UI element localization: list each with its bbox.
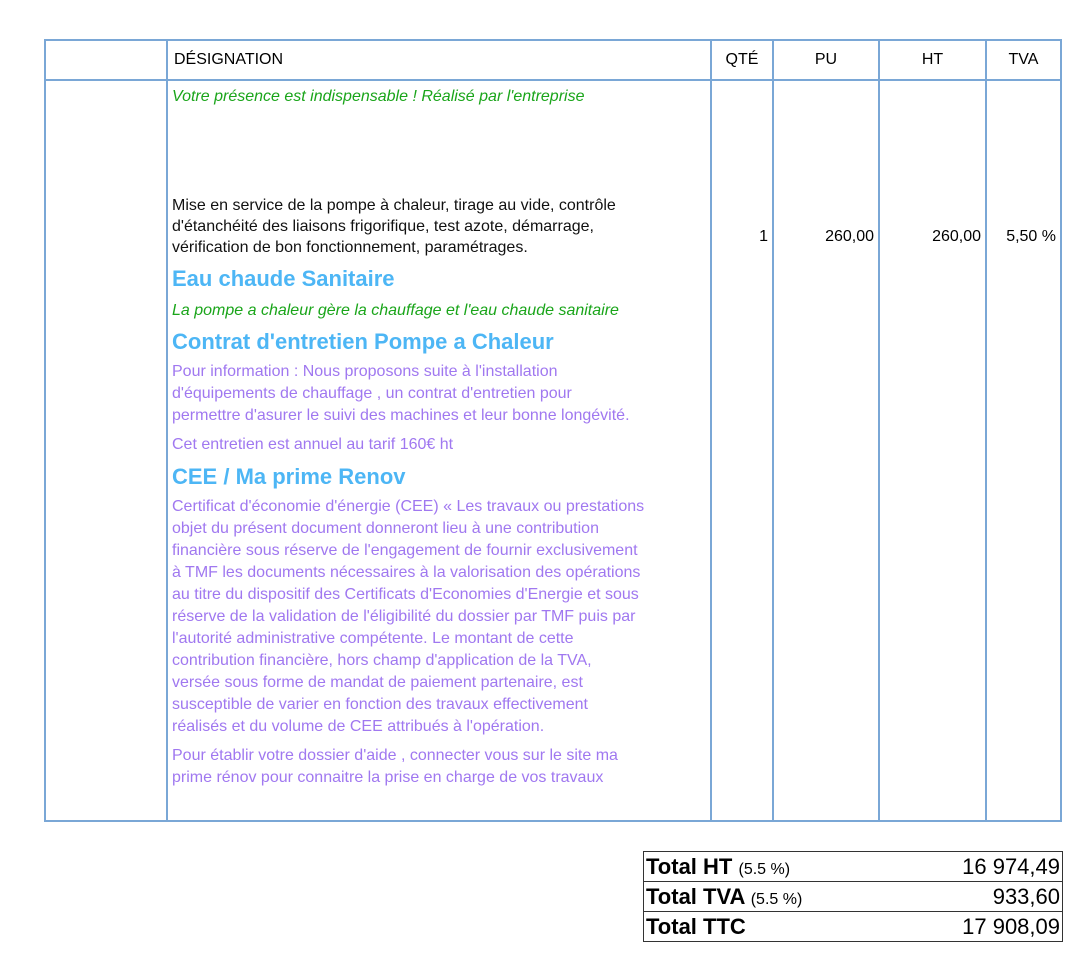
header-qty: QTÉ [711,40,773,80]
designation-cell [167,80,711,821]
header-total-ht: HT [879,40,986,80]
total-tva-row [644,882,1063,912]
header-unit-price: PU [773,40,879,80]
maintenance-paragraph-2: Cet entretien est annuel au tarif 160€ ht [172,436,454,453]
total-tva-label-cell [644,882,849,912]
total-ht-label-cell [644,852,849,882]
total-ht-value: 260,00 [932,228,981,245]
quote-lines-table [44,39,1062,822]
qty-cell [711,80,773,821]
table-header-row [45,40,1061,80]
vat-cell [986,80,1061,821]
unit-price-value: 260,00 [825,228,874,245]
header-ref [45,40,167,80]
hot-water-note: La pompe a chaleur gère la chauffage et l'eau chaude sanitaire [172,302,619,319]
total-ttc-label: Total TTC [646,913,746,939]
presence-notice: Votre présence est indispensable ! Réalisé par l'entreprise [172,88,585,105]
total-ttc-label-cell [644,912,849,942]
total-ht-label: Total HT [646,853,733,879]
totals-table [643,851,1063,942]
total-tva-amount: 933,60 [848,882,1063,912]
service-description: Mise en service de la pompe à chaleur, tirage au vide, contrôle d'étanchéité des liaisons frigorifique, test azote, démarrage, vérification de bon fonctionnement, paramétrages. [172,197,616,256]
header-vat: TVA [986,40,1061,80]
section-title-maintenance: Contrat d'entretien Pompe a Chaleur [172,329,554,354]
total-tva-label: Total TVA [646,883,745,909]
section-title-hot-water: Eau chaude Sanitaire [172,266,395,291]
ref-cell [45,80,167,821]
section-title-cee: CEE / Ma prime Renov [172,464,406,489]
total-ht-cell [879,80,986,821]
total-ht-amount: 16 974,49 [848,852,1063,882]
vat-value: 5,50 % [1006,228,1056,245]
total-ttc-row [644,912,1063,942]
total-ht-row [644,852,1063,882]
total-tva-rate: (5.5 %) [750,890,803,908]
header-designation: DÉSIGNATION [167,40,711,80]
cee-paragraph-1: Certificat d'économie d'énergie (CEE) « Les travaux ou prestations objet du présent document donneront lieu à une contribution financière sous réserve de l'engagement de fournir exclusivement à TMF les documents nécessaires à la valorisation des opérations au titre du dispositif des Certificats d'Economies d'Energie et sous réserve de la validation de l'éligibilité du dossier par TMF puis par l'autorité administrative compétente. Le montant de cette contribution financière, hors champ d'application de la TVA, versée sous forme de mandat de paiement partenaire, est susceptible de varier en fonction des travaux effectivement réalisés et du volume de CEE attribués à l'opération. [172,498,645,735]
maintenance-paragraph-1: Pour information : Nous proposons suite à l'installation d'équipements de chauffage , un contrat d'entretien pour permettre d'asurer le suivi des machines et leur bonne longévité. [172,363,630,424]
table-row [45,80,1061,821]
total-ttc-amount: 17 908,09 [848,912,1063,942]
cee-paragraph-2: Pour établir votre dossier d'aide , connecter vous sur le site ma prime rénov pour connaitre la prise en charge de vos travaux [172,747,618,786]
qty-value: 1 [759,228,768,245]
total-ht-rate: (5.5 %) [738,860,791,878]
unit-price-cell [773,80,879,821]
